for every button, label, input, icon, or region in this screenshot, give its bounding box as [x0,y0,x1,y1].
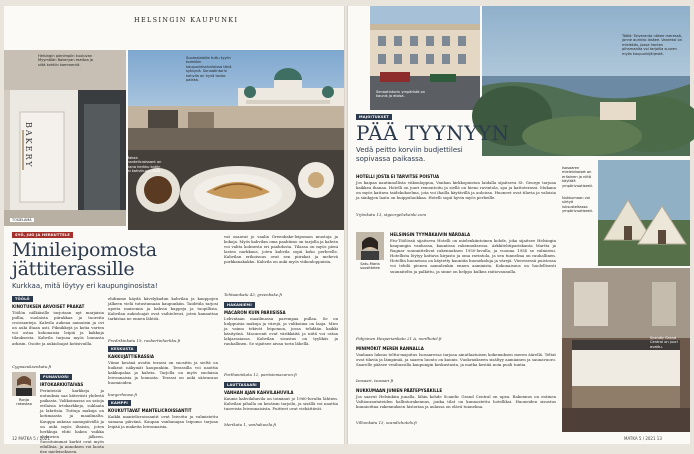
url-lauttasaari: Merikatu 1, vanhahuvila.fi [224,422,277,427]
sea-view-caption: Töölö: Toiveranta näkee meressä, jonne aurinko laskee. Vanressi on mielekäs, jossa hanten pihamaalta voi tarjoilla suuren myös kaupunkijärjestä. [622,34,682,56]
category-tag-right: MAJOITUKSET [356,114,392,120]
body-design-hotel: Etu-Töölössä sijaitseva Hotelli on mielenkiintoinen kohde, joka sijaitsee Helsingin kaupungin vanhassa, kauniissa rakennuksessa. Arkkitehtipariskunta Martta ja Ragnar suunnittelivat rakennuksen 1950-luvulla, ja vuonna 1954 se valmistui. Hotellista löytyy kattava kirjasto ja oma ravintola, ja sen tunnelma on rauhallinen. Hotellin huoneissa on käytetty kauniita huonekaluja ja värejä. Viereisessä puistossa voi tehdä pienen aamulenkin ennen aamiaista. Kokonaisuus on huolellisesti suunniteltu ja palkittu, ja sinne on helppo kulkea raitiovaunulla. [390,238,556,274]
tag-keskusta: KESKUSTA [108,346,137,352]
person-2-label: Satu-Maria suosittelee [360,262,380,271]
cathedral-illustration [128,50,344,150]
subheadline-right-1: Vedä peitto korviin budjettilesi [356,146,463,154]
right-page-folio: MATKA 5 / 2021 13 [624,436,662,441]
hotel-room-caption: Scandic Grand Central on juuri avattu. [650,336,678,349]
headline-line-2: jättiterassille [12,258,135,280]
heading-punavuori: IRTOKARKKITAIVAS [40,382,84,387]
url-design-hotel: Pohjoinen Hesperiankatu 21 A, nordhotel.fi [356,336,442,341]
hotel-room-illustration [562,268,690,432]
url-hakaniemi: Porthaninkatu 12, pariisinmacaron.fi [224,372,297,377]
left-page [4,6,344,454]
heading-keskusta: KAKKUJÄTTIERASSIA [108,354,154,359]
body-lauttasaari: Kaunis kahvilahuvila on toiminut jo 1960-luvulta lähtien. Kahvilan pihalla on kesäisin tarjoilu, ja sisällä voi nauttia tuoreista leivonnaisista. Puitteet ovat viehättävät. [224,396,338,412]
url-keskusta: burgerhouse.fi [108,392,137,397]
heading-hotel: HOTELLI JOSTA EI TARVITSE POISTUA [356,174,440,179]
url-col3-intro: Tehtaankatu 43, greenbake.fi [224,292,282,297]
body-punavuori: Perinteisiä karkkeja ja uutuuksia saa kätevästi yhdestä paikasta. Valikoimassa on satoja erilaisia irtokarkkeja, suklaata ja lakritsia. Tuttuja makuja on kotimaasta ja maailmalta. Kauppa aukeaa aamupäivällä ja on auki myös iltaisin, joten herkkuja ehtii hakea vaikka elokuvien jälkeen. Suosituimmat karkit ovat myös edullisia, ja annoksen voi koota itse mieleisekseen. [40,388,104,454]
storefront-illustration [4,50,126,226]
person-portrait-1-illustration [12,372,36,396]
url-col2-intro: Fredrikinkatu 19, roobertinherkku.fi [108,338,181,343]
person-portrait-2-illustration [356,232,384,260]
url-new-hotel: Vilhonkatu 13, scandichotels.fi [356,420,417,425]
tent-caption: Isosaaren mieleinkoiset on erilainen ja niitä käyttää ympärivuotisesti. [562,166,594,188]
heading-design-hotel: HELSINGIN TYYMÄKAIVIN NÄRDALA [390,232,471,237]
tent-caption-2: Nukkumaan voi siirtyä luksusteltassa ympärivuotisesti. [562,196,594,214]
sea-view-illustration [482,6,690,156]
tag-hakaniemi: HAKANIEMI [224,302,255,308]
body-hakaniemi: Lehvataan maailmassa parempaa pullaa. Se on hulppuisia makuja ja värejä, ja valikoima on laaja. Mies ja vaimo tekivät leipomon, jossa tehdään kaikki käsityönä. Macaronit ovat värikkäitä ja niitä voi ostaa lahjarasiassa. Kahvilan sisustus on tyylikäs ja rauhallinen. Se sijaitsee aivan torin lähellä. [224,316,338,347]
section-header: HELSINGIN KAUPUNKI [134,16,239,24]
market-square-photo [128,50,344,150]
toolo-pill: TOSIELÄMÄ [12,218,32,222]
body-keskusta: Viime kesänä avattu terassi on suosittu ja sieltä on huikeat näkymät kaupunkiin. Terassilla voi nauttia kakkupalaa ja kahvia. Tarjolla on myös suolaisia leivonnaisia ja lounasta. Terassi on auki säävaraus huomioiden. [108,360,218,386]
body-kanelia: Töölön nälkäisille tarjotaan nyt marjaisia pullia, suolaista piirakkaa ja tuoreita croissanteja. Kahvila aukeaa aamuisin ja ovi on auki iltaan asti. Piknikkejä ja kotia varten voi ostaa kokonaisia leipiä ja kakkuja tilauksesta. Kahvila tarjoaa myös lounasta arkisin. Osoite ja aukioloajat kotisivuilla. [12,310,104,346]
bakery-storefront-photo [4,50,126,226]
left-page-folio: 12 MATKA 5 / 2021 [12,436,50,441]
headline-right: PÄÄ TYYNYYN [356,121,510,145]
tag-punavuori: PUNAVUORI [40,374,72,380]
body-col3-intro: vat osaavat jo vaalia Greenbake-leipomon muotoja ja kokoja. Myös kahvilan oma paahtimo on tarjolla ja kahvin voi valita kolmesta eri paahdosta. Tilassa on myös pieni lasten nurkkaus, joten kahvila sopii koko perheelle. Kahvilan erikoisuus ovat sen piirakat ja mehevä porkkanakakku. Kahvila on auki myös viikonloppuisin. [224,234,338,265]
url-luxury-tent: Isosaari, isosaari.fi [356,378,394,383]
street-caption: Senaatintorin ympäristö on kaunis ja eloisa. [376,90,426,99]
heading-new-hotel: NUKKUMAAN JUNIEN PÄÄTEPYSÄKILLE [356,388,443,393]
category-tag: SYÖ, JUO JA HERKUTTELE [12,232,73,238]
heading-kamppi: KOUKUTTAVAT MANTELICROISSANTIT [108,408,192,413]
body-luxury-tent: Vanhaan luksus teltta-majoitus Isosaaressa tarjoaa ainutlaatuisen kokemuksen meren äärellä. Teltat ovat tilavia ja lämpimiä, ja saaren luonto on kaunis. Vuokraukseen sisältyy aamiainen ja saunavuoro. Saarelle pääsee vesibussilla kaupungin keskustasta, ja matka kestää noin puoli tuntia. [356,352,556,368]
heading-hakaniemi: MACARON KUIN PARIISISSA [224,310,286,315]
person-portrait-1 [12,372,36,396]
url-hotel: Yrjönkatu 13, stgeorgehelsinki.com [356,212,427,217]
tent-photo [598,160,690,266]
body-hotel: Jos kaipaa nautinnollista viikonloppua, Vanhan kirkkopuiston laidalla sijaitseva St. George tarjoaa kaikkea ihanaa. Hotelli on juuri remontoitu ja siellä on hieno ravintola, spa ja kattoterassi. Mukana on myös kattava taidekokoelma, jota voi ihailla käytävillä ja auloissa. Huoneet ovat tilavia ja valoisia ja sänkyjen laatu on huippuluokkaa. Hotelli sopii hyvin myös perheille. [356,180,556,201]
sea-view-photo [482,6,690,156]
heading-luxury-tent: MINIMÖKIT MEREN RANNALLA [356,346,424,351]
body-kamppi: Kaikki mantelicroissantit ovat leivottu ja valmistettu samana päivänä. Kaupan vanhanajan leipomo tarjoaa leipää ja makeita leivonnaisia. [108,414,218,430]
subheadline-right-2: sopivassa paikassa. [356,155,426,163]
body-col2-intro: ehdimme käydä kävelykadun kahvilan ja kauppojen jälkeen vielä tutustumaan kaupunkiin. Taidetila tarjosi upeita maisemia ja kahvia kuppeja ja tuopillisia. Kahvilan aukioloajat ovat vaihtelevat, joten kannattaa tarkistaa ne ennen lähtöä. [108,296,218,322]
tag-lauttasaari: LAUTTASAARI [224,382,260,388]
market-caption: Suomalaisille tuttu tyylin toimiikin kaupunkikahviloissa tänä syksynä. Senaatintorin kahvila on hyvä tauko paikka. [186,56,232,83]
bakery-caption: Helsingin pienimpiin kuuluvan Myymälän Bakeryan mattoa ja siitä kohtiin kommentit. [38,54,94,67]
person-portrait-2 [356,232,384,260]
tent-illustration [598,160,690,266]
hotel-room-photo [562,268,690,432]
body-new-hotel: Jos saavut Helsinkiin junalla, lähin kohde Scandic Grand Central on upea. Rakennus on entinen Valtionrautateiden hallintorakennus, jonka tilat on kunnostettu hotelliksi. Huoneiden sisustus kunnioittaa rakennuksen historiaa ja aulassa on elävä tunnelma. [356,394,556,410]
heading-lauttasaari: VANHAN AJAN KAHVILAHUVILA [224,390,294,395]
person-1-label: Ronja rakastaa [16,398,32,407]
tag-kamppi: KAMPPI [108,400,131,406]
right-page [348,6,690,444]
tag-toolo: TÖÖLÖ [12,296,33,302]
headline-line-1: Minileipomosta [12,239,157,261]
url-kanelia: Cygnaeuksenkatu.fi [12,364,52,369]
subheadline: Kurkkaa, mitä löytyy eri kaupunginosista! [12,282,158,290]
storefront-sign: BAKERY [24,122,33,169]
pastry-caption: Makea mantelicroissant on ihana herkku kotiin tai kahvikupin kera. [126,156,162,174]
heading-kanelia: KINOTUKSEN ARVOISET PRAKAT [12,304,85,309]
